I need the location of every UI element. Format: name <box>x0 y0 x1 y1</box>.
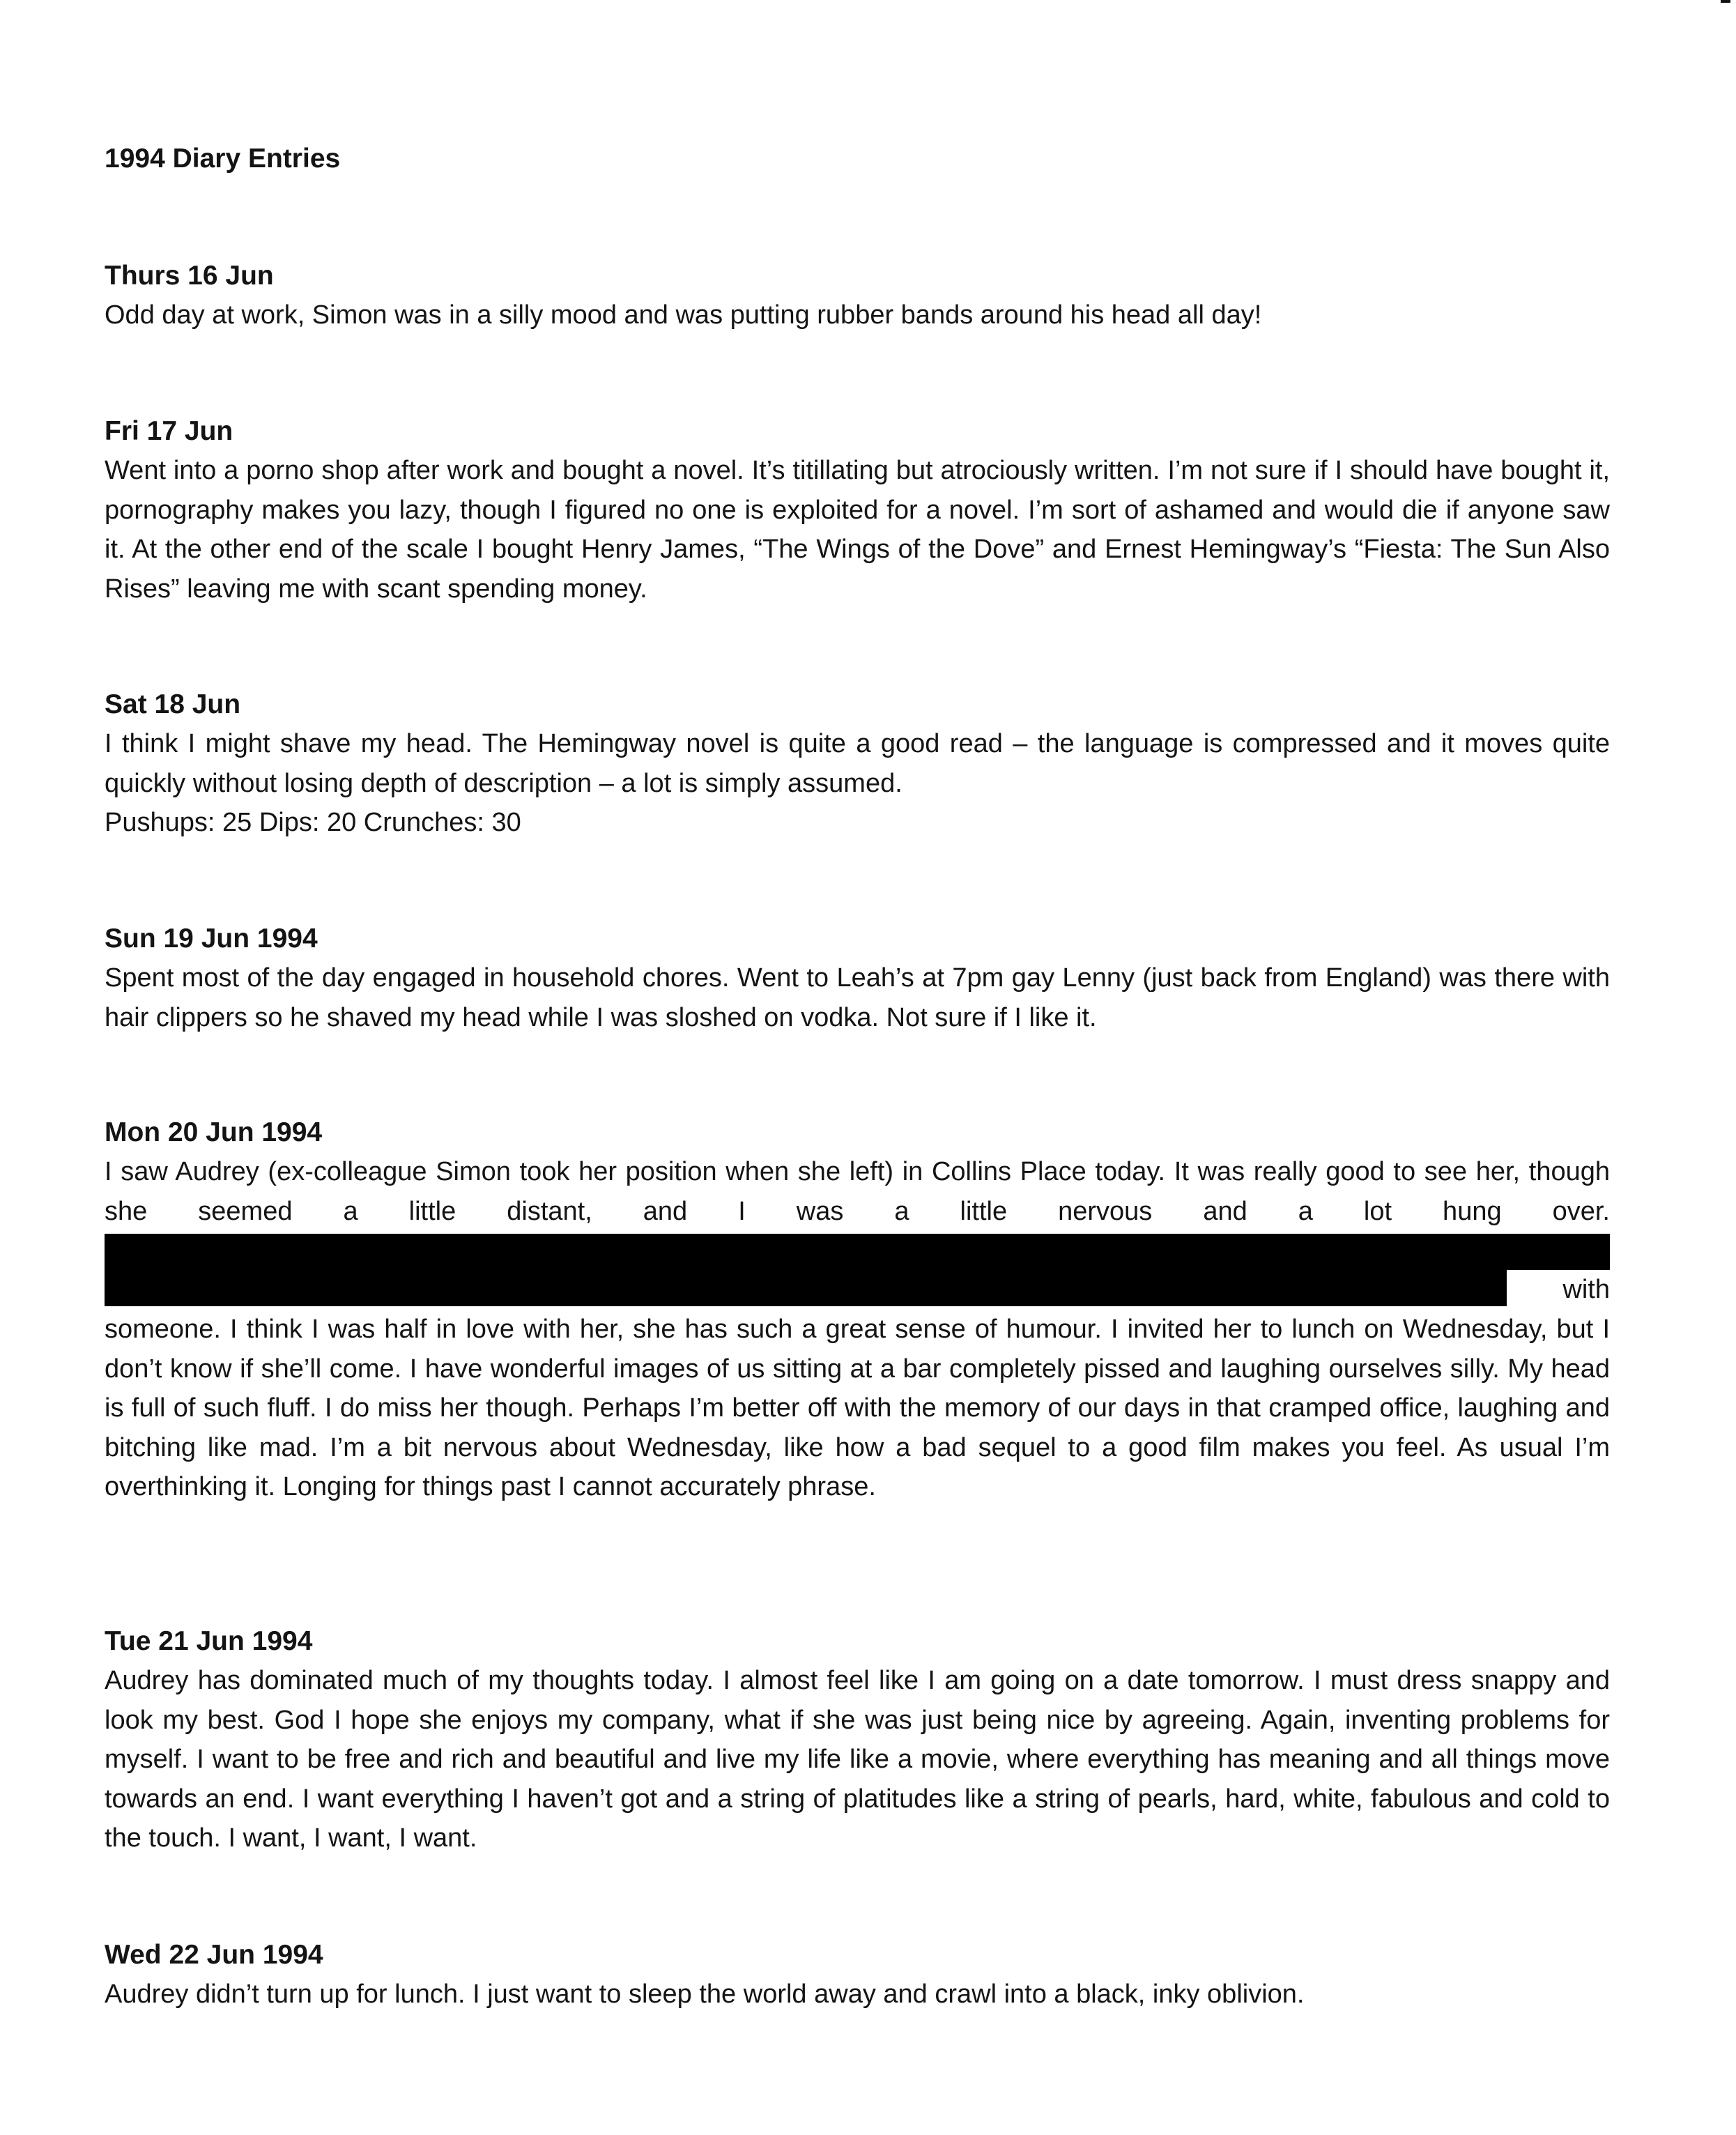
redaction-bar <box>105 1234 1610 1270</box>
entry-date: Fri 17 Jun <box>105 416 233 446</box>
document-title: 1994 Diary Entries <box>105 144 341 174</box>
redaction-bar <box>105 1270 1507 1306</box>
entry-date: Mon 20 Jun 1994 <box>105 1117 323 1147</box>
diary-page <box>105 0 1610 2135</box>
entry-text-before-redaction: I saw Audrey (ex-colleague Simon took her position when she left) in Collins Place today. It was really good to see her, though she seemed a little distant, and I was a little nervous and a lot hung over. <box>105 1157 1610 1226</box>
entry-text: Audrey has dominated much of my thoughts today. I almost feel like I am going on a date tomorrow. I must dress snappy and look my best. God I hope she enjoys my company, what if she was just being nice by agreeing. Again, inventing problems for myself. I want to be free and rich and beautiful and live my life like a movie, where everything has meaning and all things move towards an end. I want everything I haven’t got and a string of platitudes like a string of pearls, hard, white, fabulous and cold to the touch. I want, I want, I want. <box>105 1666 1610 1853</box>
redaction-tail-text: with <box>1562 1275 1610 1304</box>
scan-edge-mark <box>1721 0 1730 3</box>
entry-date: Sat 18 Jun <box>105 689 241 719</box>
redaction-block <box>105 1231 1610 1310</box>
entry-date: Wed 22 Jun 1994 <box>105 1940 323 1970</box>
exercise-log: Pushups: 25 Dips: 20 Crunches: 30 <box>105 808 521 837</box>
entry-text: Spent most of the day engaged in household chores. Went to Leah’s at 7pm gay Lenny (just back from England) was there with hair clippers so he shaved my head while I was sloshed on vodka. Not sure if I like it. <box>105 963 1610 1032</box>
diary-entry <box>105 1622 1610 1858</box>
diary-entry <box>105 1113 1610 1507</box>
entry-date: Thurs 16 Jun <box>105 261 274 291</box>
entry-text: Audrey didn’t turn up for lunch. I just want to sleep the world away and crawl into a black, inky oblivion. <box>105 1980 1305 2009</box>
diary-entry <box>105 412 1610 609</box>
diary-entry <box>105 685 1610 843</box>
entry-date: Tue 21 Jun 1994 <box>105 1626 313 1656</box>
entry-date: Sun 19 Jun 1994 <box>105 924 318 954</box>
diary-entry <box>105 1936 1610 2014</box>
entry-text: Odd day at work, Simon was in a silly mood and was putting rubber bands around his head all day! <box>105 300 1262 330</box>
diary-entry <box>105 257 1610 335</box>
diary-entry <box>105 919 1610 1037</box>
entry-text: Went into a porno shop after work and bought a novel. It’s titillating but atrociously written. I’m not sure if I should have bought it, pornography makes you lazy, though I figured no one is exploited for a novel. I’m sort of ashamed and would die if anyone saw it. At the other end of the scale I bought Henry James, “The Wings of the Dove” and Ernest Hemingway’s “Fiesta: The Sun Also Rises” leaving me with scant spending money. <box>105 456 1610 604</box>
entry-text: I think I might shave my head. The Hemingway novel is quite a good read – the language is compressed and it moves quite quickly without losing depth of description – a lot is simply assumed. <box>105 729 1610 798</box>
entry-text-after-redaction: someone. I think I was half in love with her, she has such a great sense of humour. I invited her to lunch on Wednesday, but I don’t know if she’ll come. I have wonderful images of us sitting at a bar completely pissed and laughing ourselves silly. My head is full of such fluff. I do miss her though. Perhaps I’m better off with the memory of our days in that cramped office, laughing and bitching like mad. I’m a bit nervous about Wednesday, like how a bad sequel to a good film makes you feel. As usual I’m overthinking it. Longing for things past I cannot accurately phrase. <box>105 1315 1610 1501</box>
